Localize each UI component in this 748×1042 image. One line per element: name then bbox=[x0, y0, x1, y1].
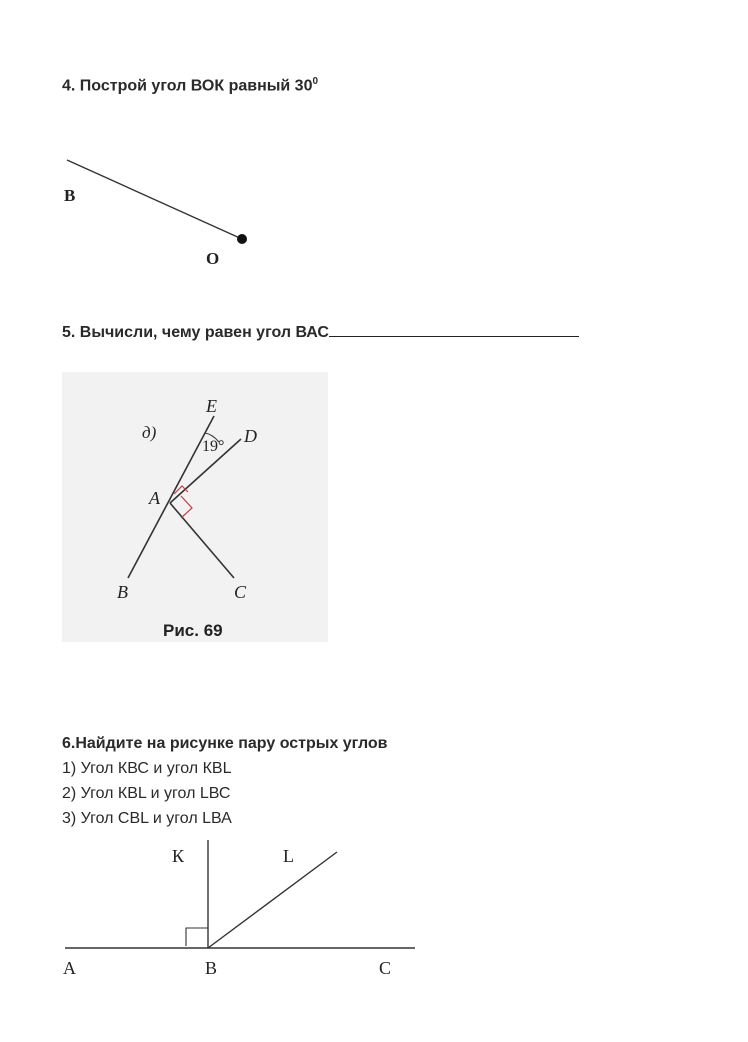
label-k: К bbox=[172, 846, 185, 866]
task4-question bbox=[62, 76, 318, 95]
right-angle-mark-dac bbox=[181, 496, 192, 518]
label-a: A bbox=[149, 488, 160, 508]
task5-question-text: 5. Вычисли, чему равен угол ВАС bbox=[62, 324, 329, 341]
label-l: L bbox=[283, 846, 294, 866]
ray-ac bbox=[170, 503, 234, 578]
task6-figure bbox=[50, 835, 430, 985]
label-b: В bbox=[205, 958, 218, 978]
task6-question: 6.Найдите на рисунке пару острых углов bbox=[62, 735, 388, 752]
label-c: C bbox=[234, 582, 247, 602]
label-a: А bbox=[63, 958, 76, 978]
task5-figure bbox=[62, 372, 328, 642]
label-e: E bbox=[206, 396, 217, 416]
label-o: О bbox=[206, 249, 220, 268]
label-part: д) bbox=[142, 423, 157, 442]
figure-69 bbox=[62, 372, 328, 642]
option-1: 1) Угол КВС и угол КВL bbox=[62, 760, 232, 777]
option-2: 2) Угол КВL и угол LВС bbox=[62, 785, 231, 802]
answer-blank[interactable] bbox=[329, 322, 579, 337]
degree-superscript: 0 bbox=[312, 76, 319, 87]
point-o bbox=[237, 234, 247, 244]
figure-caption: Рис. 69 bbox=[163, 621, 223, 640]
label-angle-19: 19° bbox=[202, 438, 225, 455]
task4-question-text: 4. Построй угол ВОК равный 30 bbox=[62, 77, 313, 95]
ray-ob bbox=[67, 160, 242, 239]
task4-figure bbox=[50, 150, 350, 290]
option-3: 3) Угол СВL и угол LВА bbox=[62, 810, 232, 827]
label-d: D bbox=[244, 426, 257, 446]
right-angle-mark-abk bbox=[186, 928, 208, 946]
label-b: В bbox=[64, 186, 76, 205]
ray-bl bbox=[208, 852, 337, 948]
label-c: С bbox=[379, 958, 392, 978]
task5-question bbox=[62, 322, 579, 342]
label-b: B bbox=[117, 582, 128, 602]
